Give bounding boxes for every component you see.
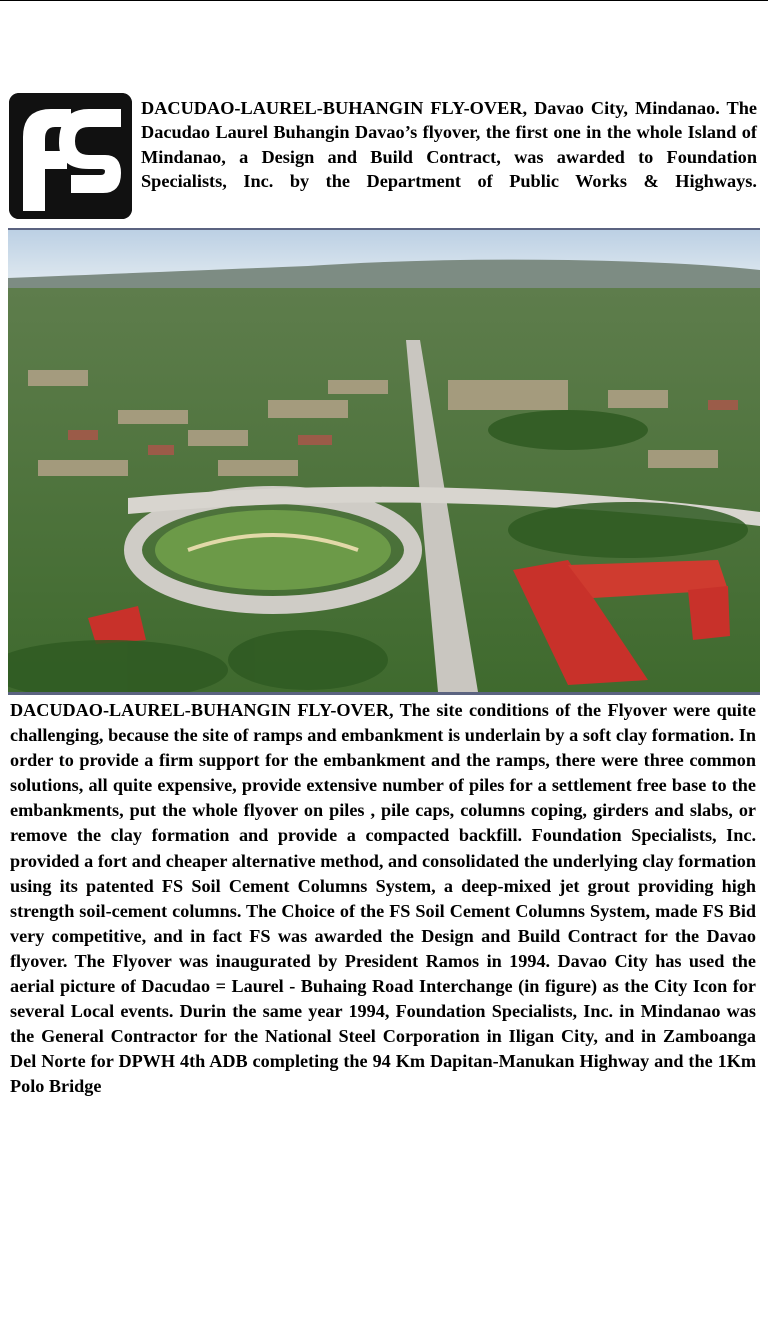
fs-logo-graphic	[9, 93, 132, 219]
aerial-flyover-photo	[8, 228, 760, 695]
body-paragraph: DACUDAO-LAUREL-BUHANGIN FLY-OVER, The site conditions of the Flyover were quite challenging, because the site of ramps and embankment is underlain by a soft clay formation. In order to provide a firm support for the embankment and the ramps, there were three common solutions, all quite expensive, provide extensive number of piles for a settlement free base to the embankments, put the whole flyover on piles , pile caps, columns coping, girders and slabs, or remove the clay formation and provide a compacted backfill. Foundation Specialists, Inc. provided a fort and cheaper alternative method, and consolidated the underlying clay formation using its patented FS Soil Cement Columns System, a deep-mixed jet grout providing high strength soil-cement columns. The Choice of the FS Soil Cement Columns System, made FS Bid very competitive, and in fact FS was awarded the Design and Build Contract for the Davao flyover. The Flyover was inaugurated by President Ramos in 1994. Davao City has used the aerial picture of Dacudao = Laurel - Buhaing Road Interchange (in figure) as the City Icon for several Local events. Durin the same year 1994, Foundation Specialists, Inc. in Mindanao was the General Contractor for the National Steel Corporation in Iligan City, and in Zamboanga Del Norte for DPWH 4th ADB completing the 94 Km Dapitan-Manukan Highway and the 1Km Polo Bridge	[10, 700, 756, 1097]
fs-logo-icon	[9, 93, 132, 219]
intro-paragraph: DACUDAO-LAUREL-BUHANGIN FLY-OVER, Davao City, Mindanao. The Dacudao Laurel Buhangin Davao’s flyover, the first one in the whole Island of Mindanao, a Design and Build Contract, was awarded to Foundation Specialists, Inc. by the Department of Public Works & Highways.	[141, 98, 757, 192]
photo-illustration	[8, 230, 760, 692]
top-border-line	[0, 0, 768, 1]
